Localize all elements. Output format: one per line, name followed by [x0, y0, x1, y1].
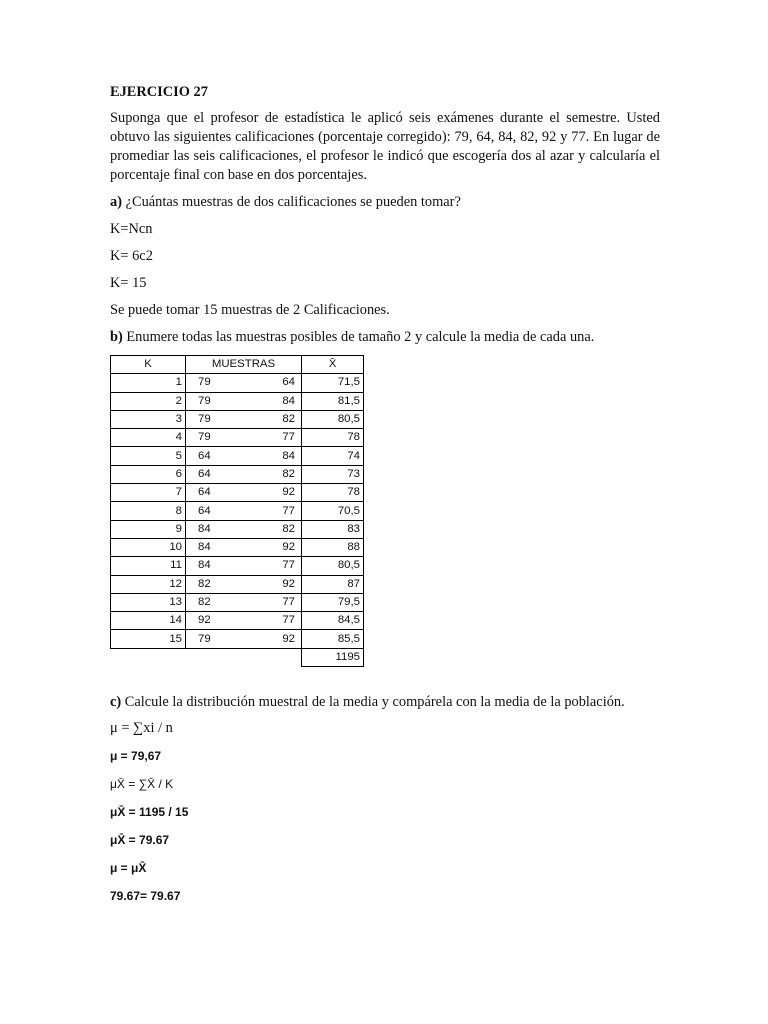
table-row: [111, 593, 364, 611]
cell-sample-a: 79: [186, 429, 249, 447]
table-row: [111, 465, 364, 483]
table-row: [111, 630, 364, 648]
part-a-question: [110, 193, 660, 212]
table-row: [111, 557, 364, 575]
part-a-label: a): [110, 194, 122, 210]
cell-k: 11: [111, 557, 186, 575]
formula-mu-value: μ = 79,67: [110, 749, 162, 764]
cell-sample-a: 84: [186, 557, 249, 575]
cell-mean: 79,5: [302, 593, 364, 611]
formula-k-ncn: K=Ncn: [110, 221, 153, 237]
formula-k-15: K= 15: [110, 275, 147, 291]
cell-sample-b: 92: [248, 484, 302, 502]
cell-sample-a: 84: [186, 538, 249, 556]
cell-sample-a: 64: [186, 484, 249, 502]
exercise-title: EJERCICIO 27: [110, 84, 208, 100]
empty-cell: [111, 648, 186, 666]
cell-k: 5: [111, 447, 186, 465]
answer-a: Se puede tomar 15 muestras de 2 Calificaciones.: [110, 302, 390, 318]
cell-sample-b: 82: [248, 410, 302, 428]
cell-k: 8: [111, 502, 186, 520]
cell-sample-b: 82: [248, 520, 302, 538]
header-k: K: [111, 356, 186, 374]
header-mean: X̄: [302, 356, 364, 374]
formula-mu-xbar-division: μX̄ = 1195 / 15: [110, 805, 189, 820]
cell-sample-a: 82: [186, 575, 249, 593]
cell-sample-b: 77: [248, 612, 302, 630]
table-row: [111, 502, 364, 520]
formula-k-6c2: K= 6c2: [110, 248, 153, 264]
intro-paragraph: Suponga que el profesor de estadística le aplicó seis exámenes durante el semestre. Usted obtuvo las siguientes calificaciones (porcentaje corregido): 79, 64, 84, 82, 92 y 77. En lugar de promediar las seis calificaciones, el profesor le indicó que escogería dos al azar y calcularía el porcentaje final con base en dos porcentajes.: [110, 110, 660, 183]
cell-sample-a: 82: [186, 593, 249, 611]
part-c-text: Calcule la distribución muestral de la media y compárela con la media de la población.: [121, 694, 625, 711]
part-c-label: c): [110, 694, 122, 711]
cell-sample-a: 64: [186, 502, 249, 520]
part-b-text: Enumere todas las muestras posibles de tamaño 2 y calcule la media de cada una.: [122, 329, 595, 345]
cell-mean: 87: [302, 575, 364, 593]
part-b-question: [110, 328, 660, 347]
cell-k: 14: [111, 612, 186, 630]
cell-sample-a: 84: [186, 520, 249, 538]
cell-mean: 80,5: [302, 410, 364, 428]
cell-mean: 78: [302, 484, 364, 502]
cell-mean: 71,5: [302, 374, 364, 392]
cell-sample-a: 64: [186, 447, 249, 465]
cell-mean: 78: [302, 429, 364, 447]
cell-total: 1195: [302, 648, 364, 666]
cell-sample-b: 84: [248, 392, 302, 410]
formula-mu-equals-mu-xbar: μ = μX̄: [110, 861, 147, 876]
cell-sample-a: 79: [186, 374, 249, 392]
table-row: [111, 484, 364, 502]
formula-mu-xbar: μX̄ = ∑X̄ / K: [110, 777, 174, 792]
cell-sample-b: 77: [248, 502, 302, 520]
cell-k: 15: [111, 630, 186, 648]
formula-final-comparison: 79.67= 79.67: [110, 889, 181, 904]
table-row: [111, 429, 364, 447]
cell-sample-b: 77: [248, 557, 302, 575]
header-samples: MUESTRAS: [186, 356, 302, 374]
cell-sample-a: 92: [186, 612, 249, 630]
cell-sample-b: 64: [248, 374, 302, 392]
formula-mu-xbar-value: μX̄ = 79.67: [110, 833, 170, 848]
cell-sample-b: 92: [248, 538, 302, 556]
cell-sample-b: 92: [248, 575, 302, 593]
table-row: [111, 410, 364, 428]
cell-sample-b: 84: [248, 447, 302, 465]
cell-mean: 80,5: [302, 557, 364, 575]
table-row: [111, 538, 364, 556]
cell-mean: 73: [302, 465, 364, 483]
cell-k: 6: [111, 465, 186, 483]
part-b-label: b): [110, 329, 123, 345]
cell-sample-a: 79: [186, 392, 249, 410]
cell-mean: 70,5: [302, 502, 364, 520]
empty-cell: [248, 648, 302, 666]
cell-k: 12: [111, 575, 186, 593]
cell-k: 2: [111, 392, 186, 410]
cell-sample-b: 77: [248, 593, 302, 611]
formula-mu: μ = ∑xi / n: [110, 720, 173, 737]
cell-sample-a: 79: [186, 630, 249, 648]
table-row: [111, 612, 364, 630]
cell-k: 10: [111, 538, 186, 556]
cell-k: 13: [111, 593, 186, 611]
empty-cell: [186, 648, 249, 666]
cell-mean: 74: [302, 447, 364, 465]
cell-mean: 85,5: [302, 630, 364, 648]
cell-k: 9: [111, 520, 186, 538]
cell-mean: 84,5: [302, 612, 364, 630]
table-row: [111, 374, 364, 392]
cell-sample-b: 77: [248, 429, 302, 447]
cell-mean: 83: [302, 520, 364, 538]
cell-mean: 81,5: [302, 392, 364, 410]
cell-k: 4: [111, 429, 186, 447]
samples-table: [110, 355, 364, 667]
part-c-question: [110, 693, 660, 712]
cell-mean: 88: [302, 538, 364, 556]
cell-sample-a: 64: [186, 465, 249, 483]
table-row: [111, 575, 364, 593]
document-page: [110, 84, 660, 916]
table-total-row: [111, 648, 364, 666]
table-header-row: [111, 356, 364, 374]
cell-sample-b: 92: [248, 630, 302, 648]
table-row: [111, 447, 364, 465]
cell-sample-a: 79: [186, 410, 249, 428]
part-a-text: ¿Cuántas muestras de dos calificaciones se pueden tomar?: [122, 194, 461, 210]
cell-k: 1: [111, 374, 186, 392]
cell-sample-b: 82: [248, 465, 302, 483]
table-row: [111, 392, 364, 410]
cell-k: 3: [111, 410, 186, 428]
cell-k: 7: [111, 484, 186, 502]
table-row: [111, 520, 364, 538]
